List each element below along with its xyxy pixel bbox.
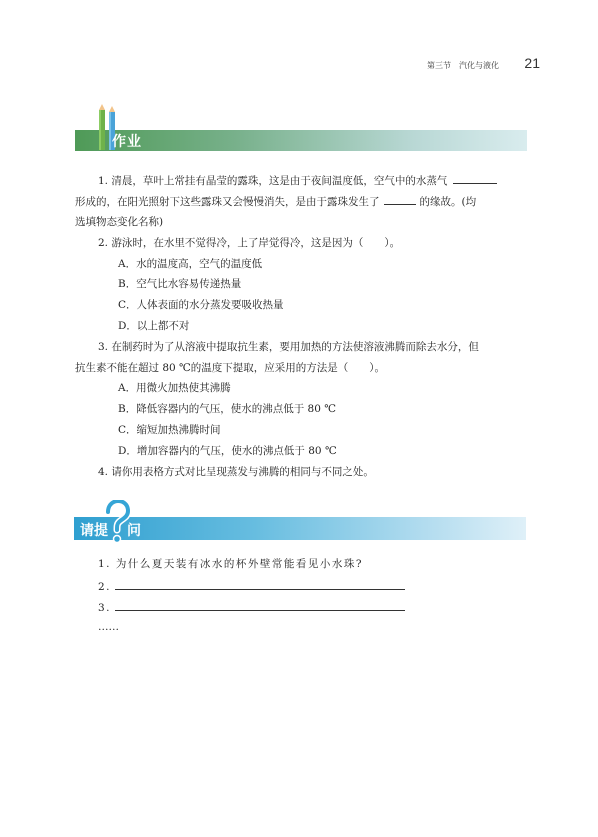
homework-title: 作业 bbox=[112, 134, 142, 150]
q2-option-d: D．以上都不对 bbox=[118, 320, 190, 332]
homework-banner bbox=[75, 130, 527, 151]
q4-text: 4. 请你用表格方式对比呈现蒸发与沸腾的相同与不同之处。 bbox=[98, 466, 374, 478]
q1-line1-text: 1. 清晨，草叶上常挂有晶莹的露珠，这是由于夜间温度低，空气中的水蒸气 bbox=[98, 175, 448, 187]
q3-option-a: A．用微火加热使其沸腾 bbox=[118, 382, 231, 394]
q1-line2 bbox=[75, 194, 476, 209]
q2-option-a: A．水的温度高，空气的温度低 bbox=[118, 258, 263, 270]
q1-blank2 bbox=[384, 194, 416, 205]
q1-line3: 选填物态变化名称) bbox=[75, 216, 164, 228]
ask-q1: 1. 为什么夏天装有冰水的杯外壁常能看见小水珠? bbox=[98, 558, 363, 570]
ask-title-part2: 问 bbox=[127, 523, 141, 539]
q3-line1: 3. 在制药时为了从溶液中提取抗生素，要用加热的方法使溶液沸腾而除去水分，但 bbox=[98, 341, 479, 353]
q1-line1 bbox=[98, 173, 497, 188]
ask-banner bbox=[74, 517, 526, 540]
ask-q2-number: 2. bbox=[98, 581, 112, 593]
ask-q3-writing-line[interactable] bbox=[115, 600, 405, 611]
ask-title-part1: 请提 bbox=[80, 523, 108, 539]
ask-q2-writing-line[interactable] bbox=[115, 579, 405, 590]
q2-option-b: B．空气比水容易传递热量 bbox=[118, 278, 242, 290]
ask-q2 bbox=[98, 579, 405, 594]
q3-line2: 抗生素不能在超过 80 ℃的温度下提取，应采用的方法是（ ）。 bbox=[75, 362, 386, 374]
q2-stem: 2. 游泳时，在水里不觉得冷，上了岸觉得冷，这是因为（ ）。 bbox=[98, 237, 401, 249]
q3-option-d: D．增加容器内的气压，使水的沸点低于 80 ℃ bbox=[118, 445, 337, 457]
q1-line2b-text: 的缘故。(均 bbox=[419, 196, 477, 208]
ask-q3 bbox=[98, 600, 405, 615]
q2-option-c: C．人体表面的水分蒸发要吸收热量 bbox=[118, 299, 284, 311]
page-number: 21 bbox=[524, 55, 540, 71]
section-title: 第三节 汽化与液化 bbox=[427, 61, 499, 70]
q3-option-c: C．缩短加热沸腾时间 bbox=[118, 424, 221, 436]
q3-option-b: B．降低容器内的气压，使水的沸点低于 80 ℃ bbox=[118, 403, 336, 415]
q1-blank1 bbox=[453, 173, 497, 184]
q1-line2a-text: 形成的，在阳光照射下这些露珠又会慢慢消失，是由于露珠发生了 bbox=[75, 196, 380, 208]
ask-q3-number: 3. bbox=[98, 602, 112, 614]
ask-ellipsis: …… bbox=[98, 621, 119, 633]
